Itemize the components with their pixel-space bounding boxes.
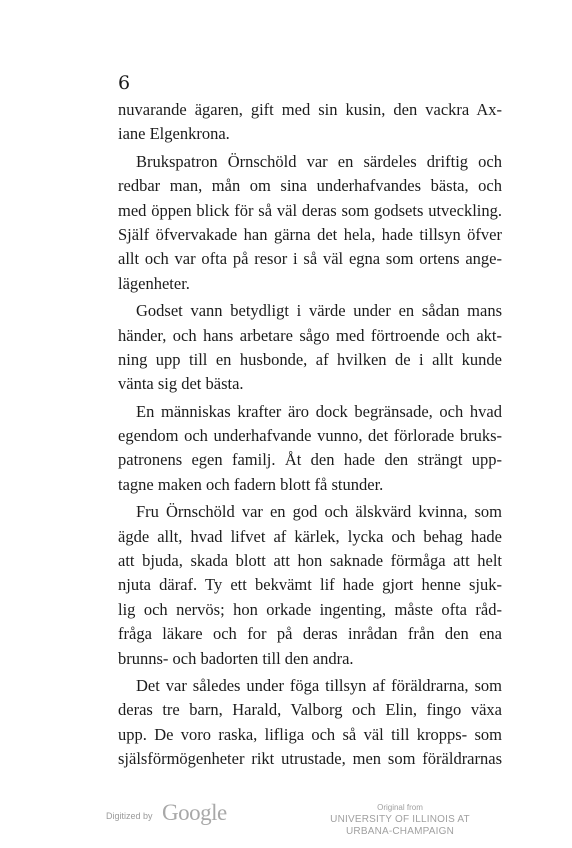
text-line: Godset vann betydligt i värde under en sådan mans bbox=[136, 301, 502, 321]
text-line: själsförmögenheter rikt utrustade, men som föräldrarnas bbox=[118, 749, 502, 769]
text-line: iane Elgenkrona. bbox=[118, 124, 230, 144]
text-line: En människas krafter äro dock begränsade, och hvad bbox=[136, 401, 502, 421]
digitized-by-label: Digitized by bbox=[106, 811, 153, 821]
text-line: lägenheter. bbox=[118, 273, 190, 293]
text-line: att bjuda, skada blott att hon saknade förmåga att helt bbox=[118, 551, 502, 571]
text-line: njuta däraf. Ty ett bekvämt lif hade gjort henne sjuk- bbox=[118, 575, 502, 595]
original-from-label: Original from bbox=[377, 803, 423, 812]
text-line: deras tre barn, Harald, Valborg och Elin, fingo växa bbox=[118, 700, 502, 720]
text-line: Själf öfvervakade han gärna det hela, hade tillsyn öfver bbox=[118, 224, 502, 244]
text-line: allt och var ofta på resor i så väl egna som ortens ange- bbox=[118, 249, 502, 269]
text-line: patronens egen familj. Åt den hade den strängt upp- bbox=[118, 450, 502, 470]
text-line: med öppen blick för så väl deras som godsets utveckling. bbox=[118, 200, 502, 220]
text-line: Brukspatron Örnschöld var en särdeles driftig och bbox=[136, 151, 502, 171]
text-line: fråga läkare och for på deras inrådan från den ena bbox=[118, 624, 502, 644]
text-line: brunns- och badorten till den andra. bbox=[118, 648, 354, 668]
scan-footer bbox=[0, 800, 572, 848]
text-line: händer, och hans arbetare sågo med förtroende och akt- bbox=[118, 325, 502, 345]
institution-line-1: UNIVERSITY OF ILLINOIS AT bbox=[330, 814, 470, 825]
page-number: 6 bbox=[118, 72, 131, 94]
institution-line-2: URBANA-CHAMPAIGN bbox=[345, 826, 455, 837]
text-line: ning upp till en husbonde, af hvilken de i allt kunde bbox=[118, 349, 502, 369]
text-line: vänta sig det bästa. bbox=[118, 374, 244, 394]
text-line: tagne maken och fadern blott få stunder. bbox=[118, 474, 384, 494]
text-line: upp. De voro raska, lifliga och så väl till kropps- som bbox=[118, 724, 502, 744]
google-logo: Google bbox=[162, 800, 227, 825]
text-line: lig och nervös; hon orkade ingenting, måste ofta råd- bbox=[118, 599, 502, 619]
text-line: ägde allt, hvad lifvet af kärlek, lycka och behag hade bbox=[118, 526, 502, 546]
text-line: Det var således under föga tillsyn af föräldrarna, som bbox=[136, 675, 502, 695]
text-line: nuvarande ägaren, gift med sin kusin, den vackra Ax- bbox=[118, 100, 502, 119]
text-line: Fru Örnschöld var en god och älskvärd kvinna, som bbox=[136, 502, 502, 522]
body-text bbox=[118, 98, 502, 772]
text-line: redbar man, mån om sina underhafvandes bästa, och bbox=[118, 176, 502, 196]
original-source bbox=[330, 802, 470, 838]
text-line: egendom och underhafvande vunno, det förlorade bruks- bbox=[118, 426, 502, 446]
